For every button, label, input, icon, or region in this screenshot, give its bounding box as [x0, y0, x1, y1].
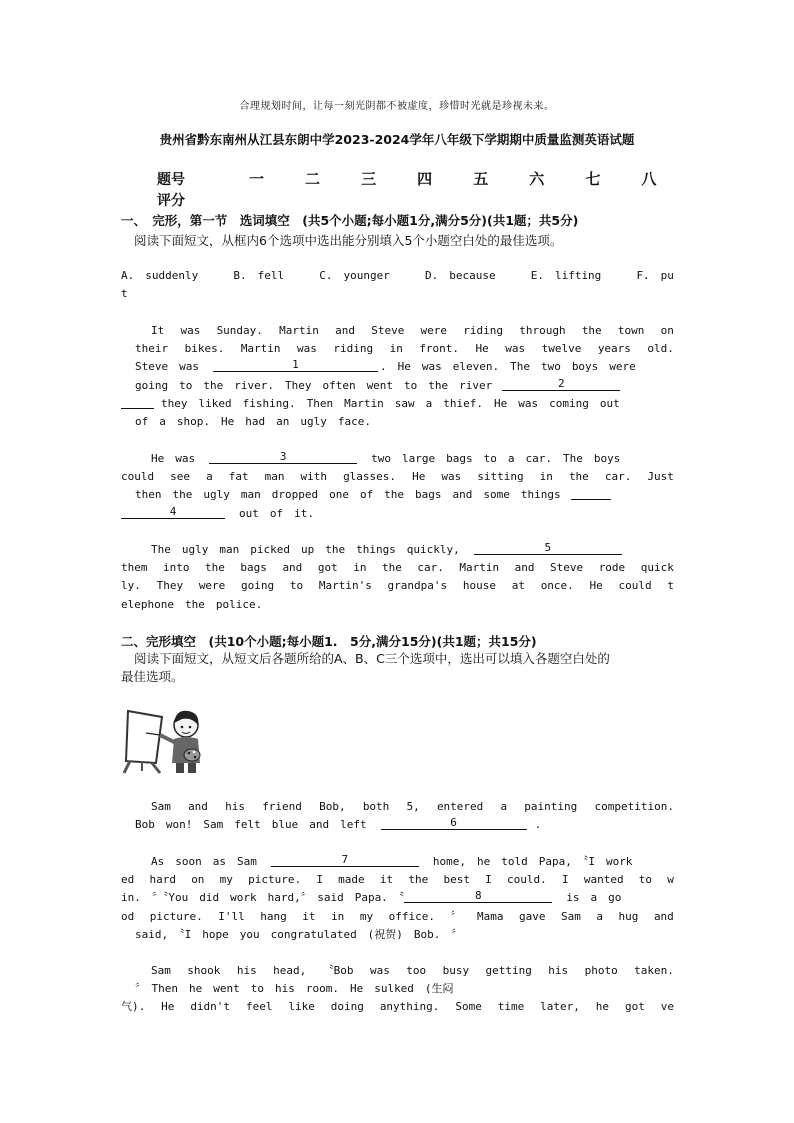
- passage-text: 〝Bob: [322, 964, 354, 977]
- passage-text: and: [188, 800, 208, 813]
- score-column: 一: [248, 170, 264, 188]
- passage-text: I: [485, 873, 492, 887]
- passage-text: was: [441, 470, 462, 484]
- passage-text: glasses.: [343, 470, 397, 484]
- option-c: C. younger: [319, 269, 390, 282]
- passage-text: it: [302, 909, 316, 923]
- section2-heading: 二、完形填空 (共10个小题;每小题1. 5分,满分15分)(共1题；共15分): [121, 634, 537, 649]
- passage-text: is a go: [566, 891, 622, 905]
- passage-text: could: [618, 579, 652, 593]
- blank-5[interactable]: 5: [474, 541, 622, 555]
- option-f-wrap: t: [121, 287, 128, 301]
- passage-text: bikes.: [184, 342, 225, 356]
- score-column: 七: [585, 170, 601, 188]
- passage-text: was: [369, 964, 390, 977]
- passage-text: was: [180, 324, 201, 337]
- passage-text: were: [420, 324, 448, 337]
- passage-text: getting: [485, 964, 532, 977]
- option-f: F. pu: [636, 269, 674, 282]
- passage-text: Sam: [151, 800, 171, 813]
- passage-text: my: [219, 873, 233, 887]
- passage-line: [121, 413, 674, 431]
- passage-text: I'll: [218, 909, 245, 923]
- passage-text: house: [462, 579, 496, 593]
- passage-text: it: [379, 873, 394, 887]
- passage-text: old.: [647, 342, 674, 356]
- passage-text: 〞 Then he went to his room. He sulked (生闷: [135, 982, 454, 996]
- blank-3[interactable]: 3: [209, 450, 357, 464]
- score-column: 二: [305, 170, 321, 188]
- passage-text: entered: [436, 800, 484, 813]
- passage-line: [121, 908, 674, 926]
- passage-text: Sam: [561, 909, 581, 923]
- passage-text: man: [264, 470, 285, 484]
- passage-text: car.: [604, 470, 632, 484]
- boy-painting-illustration: [122, 705, 204, 777]
- passage-line: [121, 486, 674, 504]
- passage-text: at: [511, 579, 525, 593]
- passage-text: They: [156, 579, 184, 593]
- passage-text: my: [359, 909, 374, 923]
- passage-text: Martin's: [318, 579, 372, 593]
- passage-text: friend: [262, 800, 302, 813]
- passage-line: [121, 340, 674, 358]
- passage-text: 5,: [406, 800, 420, 813]
- blank-6[interactable]: 6: [381, 816, 527, 830]
- passage-text: riding: [463, 324, 504, 337]
- word-options: [121, 267, 674, 303]
- passage-text: Bob,: [319, 800, 346, 813]
- passage-text: his: [225, 800, 245, 813]
- passage-text: two large bags to a car. The boys: [371, 452, 621, 465]
- score-table: [157, 168, 677, 210]
- passage-text: He: [161, 1000, 175, 1014]
- passage-text: picture.: [149, 909, 203, 923]
- passage-text: the: [205, 561, 225, 575]
- passage-text: town: [617, 324, 645, 337]
- passage-text: He: [412, 470, 426, 484]
- passage-text: rode: [598, 561, 626, 575]
- passage-text: quick: [640, 561, 674, 575]
- passage-text: were: [198, 579, 226, 593]
- passage-text: He was: [151, 452, 196, 465]
- option-a: A. suddenly: [121, 269, 199, 282]
- passage-line: [121, 853, 674, 871]
- passage-text: Mama: [476, 909, 504, 923]
- passage-text: ve: [660, 1000, 674, 1014]
- section2-instruction: 阅读下面短文，从短文后各题所给的A、B、C三个选项中，选出可以填入各题空白处的 最佳选项。: [121, 651, 610, 684]
- passage-text: taken.: [634, 964, 674, 977]
- passage-text: was: [297, 342, 317, 356]
- passage-text: the: [381, 561, 402, 575]
- passage-text: was: [505, 342, 526, 356]
- exam-title: 贵州省黔东南州从江县东朗中学2023-2024学年八年级下学期期中质量监测英语试题: [159, 132, 635, 147]
- passage-text: the: [581, 324, 602, 337]
- passage-text: ly.: [121, 579, 141, 593]
- passage-line: [121, 559, 674, 577]
- option-b: B. fell: [233, 269, 285, 282]
- passage-line: [121, 889, 674, 907]
- passage-text: riding: [333, 342, 374, 356]
- passage-text: 气).: [121, 1000, 146, 1014]
- passage-line: [121, 980, 674, 998]
- passage-text: didn't: [190, 1000, 231, 1014]
- passage-text: got: [624, 1000, 645, 1014]
- score-column: 五: [473, 170, 489, 188]
- passage-text: and: [653, 909, 674, 923]
- passage-text: car.: [417, 561, 444, 575]
- passage-text: feel: [245, 1000, 273, 1014]
- passage-text: fat: [228, 470, 249, 484]
- passage2-paragraph2: [121, 853, 674, 944]
- passage-line: [121, 395, 674, 413]
- passage-line: [121, 577, 674, 595]
- passage-text: Sam: [151, 964, 171, 977]
- passage-text: see: [170, 470, 191, 484]
- passage-text: Martin: [240, 342, 281, 356]
- option-e: E. lifting: [530, 269, 602, 282]
- passage-line: [121, 871, 674, 889]
- passage-text: into: [163, 561, 190, 575]
- passage-text: hard: [149, 873, 176, 887]
- score-column: 四: [417, 170, 433, 188]
- passage-line: [121, 505, 674, 523]
- passage-text: going: [241, 579, 275, 593]
- passage-text: time: [497, 1000, 525, 1014]
- passage-text: a: [596, 909, 604, 923]
- passage-text: best: [443, 873, 470, 887]
- passage-text: I: [561, 873, 569, 887]
- passage1-paragraph3: [121, 541, 674, 614]
- passage-text: It: [151, 324, 165, 337]
- passage-text: od: [121, 909, 135, 923]
- passage-text: He: [589, 579, 603, 593]
- section1-heading: 一、 完形，第一节 选词填空 (共5个小题;每小题1分,满分5分)(共1题；共5分): [121, 213, 579, 228]
- passage-text: anything.: [379, 1000, 440, 1014]
- passage-text: busy: [442, 964, 470, 977]
- passage-text: too: [406, 964, 427, 977]
- passage-text: Steve: [371, 324, 405, 337]
- passage-text: to: [289, 579, 304, 593]
- passage-text: the: [568, 470, 589, 484]
- passage-line: [121, 541, 674, 559]
- blank-4-start[interactable]: [571, 486, 611, 500]
- passage-text: and: [335, 324, 355, 337]
- passage-text: could: [121, 470, 155, 484]
- passage-text: years: [597, 342, 631, 356]
- passage-line: [121, 468, 674, 486]
- passage-text: Steve: [550, 561, 584, 575]
- passage-text: I: [316, 873, 323, 887]
- passage-text: photo: [584, 964, 618, 977]
- score-column: 三: [361, 170, 377, 188]
- passage-text: shook: [187, 964, 221, 977]
- passage-text: t: [667, 579, 674, 593]
- option-d: D. because: [424, 269, 496, 282]
- passage-text: and: [282, 561, 303, 575]
- passage-text: in. 〞〝You did work hard,〞 said Papa. 〝: [121, 891, 405, 905]
- passage-text: competition.: [594, 800, 674, 813]
- passage-text: doing: [330, 1000, 364, 1014]
- passage-text: head,: [273, 964, 307, 977]
- passage2-paragraph1: [121, 798, 674, 834]
- passage-text: later,: [540, 1000, 580, 1014]
- passage-text: twelve: [541, 342, 582, 356]
- blank-7[interactable]: 7: [271, 853, 419, 867]
- passage-text: his: [548, 964, 569, 977]
- passage-text: bags: [240, 561, 267, 575]
- section1-instruction: 阅读下面短文，从框内6个选项中选出能分别填入5个小题空白处的最佳选项。: [134, 233, 563, 248]
- score-label: 评分: [157, 192, 185, 209]
- blank-2[interactable]: 2: [502, 377, 620, 391]
- blank-8[interactable]: 8: [404, 889, 552, 903]
- passage-text: 〞: [450, 909, 462, 923]
- score-column: 六: [529, 170, 545, 188]
- passage-text: grandpa's: [387, 579, 448, 593]
- passage-text: to: [638, 873, 653, 887]
- passage-text: Steve was: [135, 360, 199, 374]
- passage-text: in: [331, 909, 345, 923]
- passage-text: Martin: [459, 561, 500, 575]
- passage-text: Martin: [279, 324, 319, 337]
- passage-text: in: [539, 470, 553, 484]
- passage-text: in: [389, 342, 403, 356]
- blank-1[interactable]: 1: [213, 358, 378, 372]
- passage-line: [121, 816, 674, 834]
- passage-text: a: [500, 800, 508, 813]
- blank-2-continued[interactable]: [121, 395, 154, 409]
- question-number-label: 题号: [157, 171, 185, 188]
- passage-line: [121, 358, 674, 376]
- passage1-paragraph1: [121, 322, 674, 431]
- passage-text: painting: [524, 800, 578, 813]
- passage-text: picture.: [248, 873, 302, 887]
- passage-text: their: [135, 342, 169, 356]
- passage-text: sitting: [477, 470, 524, 484]
- passage-line: [121, 377, 674, 395]
- passage-text: with: [300, 470, 328, 484]
- passage-line: [121, 962, 674, 980]
- passage-text: Some: [455, 1000, 482, 1014]
- passage-text: he: [595, 1000, 610, 1014]
- passage-text: they liked fishing. Then Martin saw a thief. He was coming out: [161, 396, 620, 410]
- passage-text: of a shop. He had an ugly face.: [135, 414, 371, 428]
- passage-text: hug: [618, 909, 639, 923]
- passage-text: on: [191, 873, 205, 887]
- passage-text: through: [519, 324, 566, 337]
- passage-text: and: [514, 561, 535, 575]
- score-column: 八: [641, 170, 657, 188]
- passage-text: said, 〝I hope you congratulated (祝贺) Bob. 〞: [135, 927, 463, 941]
- passage-text: elephone the police.: [121, 597, 263, 611]
- passage-line: [121, 450, 674, 468]
- passage-text: home, he told Papa, 〝I work: [432, 855, 633, 868]
- passage-text: could.: [507, 873, 547, 887]
- passage-text: gave: [519, 909, 546, 923]
- passage-text: a: [206, 470, 213, 484]
- passage-text: got: [317, 561, 338, 575]
- page-motto: 合理规划时间，让每一刻光阴都不被虚度，珍惜时光就是珍视未来。: [239, 101, 555, 112]
- passage-text: front.: [419, 342, 460, 356]
- passage-text: on: [660, 324, 674, 337]
- passage-text: office.: [388, 909, 435, 923]
- passage-text: them: [121, 561, 148, 575]
- passage-text: in: [353, 561, 367, 575]
- passage2-paragraph3: [121, 962, 674, 1017]
- passage-text: w: [667, 873, 674, 887]
- passage1-paragraph2: [121, 450, 674, 523]
- passage-line: [121, 322, 674, 340]
- passage-text: Bob won! Sam felt blue and left: [135, 818, 367, 832]
- passage-text: the: [408, 873, 429, 887]
- passage-text: made: [338, 873, 365, 887]
- passage-text: both: [362, 800, 390, 813]
- passage-text: out of it.: [239, 506, 314, 520]
- blank-4[interactable]: 4: [121, 505, 225, 519]
- passage-text: He: [475, 342, 489, 356]
- passage-line: [121, 926, 674, 944]
- passage-text: Just: [647, 470, 674, 484]
- passage-text: then the ugly man dropped one of the bags and some things: [135, 488, 561, 502]
- passage-text: like: [288, 1000, 315, 1014]
- passage-line: [121, 798, 674, 816]
- passage-text: going to the river. They often went to the river: [135, 378, 493, 392]
- passage-line: [121, 998, 674, 1016]
- passage-text: Sunday.: [216, 324, 263, 337]
- passage-text: . He was eleven. The two boys were: [379, 360, 636, 374]
- passage-text: The ugly man picked up the things quickly,: [151, 543, 460, 556]
- score-table-header-row: [157, 168, 677, 189]
- passage-text: hang: [260, 909, 287, 923]
- score-table-score-row: [157, 189, 677, 210]
- passage-text: As soon as Sam: [151, 855, 257, 868]
- passage-text: his: [236, 964, 257, 977]
- passage-text: once.: [540, 579, 574, 593]
- passage-line: [121, 596, 674, 614]
- passage-text: ed: [121, 873, 135, 887]
- passage-text: .: [534, 818, 542, 832]
- passage-text: wanted: [583, 873, 624, 887]
